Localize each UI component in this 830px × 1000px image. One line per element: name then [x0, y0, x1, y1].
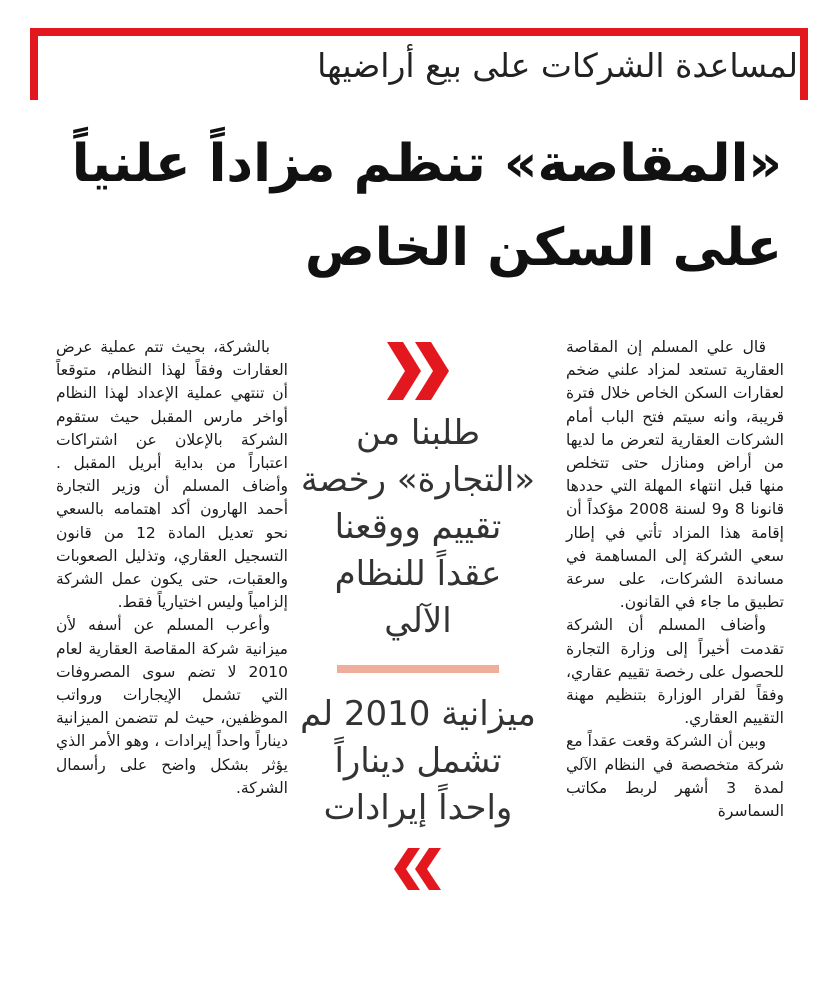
pull-quote-2: ميزانية 2010 لم تشمل ديناراً واحداً إيرادات — [300, 694, 536, 828]
paragraph: وبين أن الشركة وقعت عقداً مع شركة متخصصة في النظام الآلي لمدة 3 أشهر لربط مكاتب السماسرة — [566, 732, 784, 821]
paragraph: بالشركة، بحيث تتم عملية عرض العقارات وفقاً لهذا النظام، متوقعاً أن تنتهي عملية الإعداد لهذا النظام أواخر مارس المقبل حيث ستقوم الشركة بالإعلان عن اشتراكات اعتباراً من بداية أبريل المقبل . وأضاف المسلم أن وزير التجارة أحمد الهارون أكد اهتمامه بالسعي نحو تعديل المادة 12 من قانون التسجيل العقاري، وتذليل الصعوبات والعقبات، حتى يكون عمل الشركة إلزامياً وليس اختيارياً فقط. — [56, 338, 289, 612]
headline: «المقاصة» تنظم مزاداً علنياً على السكن الخاص — [71, 134, 782, 278]
paragraph: قال علي المسلم إن المقاصة العقارية تستعد لمزاد علني ضخم لعقارات السكن الخاص خلال فترة قريبة، وانه سيتم فتح الباب أمام الشركات العقارية لتعرض ما لديها من أراض ومنازل حتى تتخلص منها قبل انتهاء المهلة التي حددها قانونا 8 و9 لسنة 2008 مؤكداً أن إقامة هذا المزاد تأتي في إطار سعي الشركة إلى المساهمة في مساندة الشركات، على سرعة تطبيق ما جاء في القانون. — [566, 338, 784, 612]
guillemet-left-icon — [393, 846, 443, 892]
paragraph: وأضاف المسلم أن الشركة تقدمت أخيراً إلى وزارة التجارة للحصول على رخصة تقييم عقاري، وفقاً لقرار الوزارة بتنظيم مهنة التقييم العقاري. — [566, 616, 784, 728]
guillemet-right-icon — [385, 340, 451, 402]
article-column-right — [566, 336, 784, 823]
kicker: لمساعدة الشركات على بيع أراضيها — [317, 46, 798, 85]
divider — [337, 665, 499, 673]
paragraph: وأعرب المسلم عن أسفه لأن ميزانية شركة المقاصة العقارية لعام 2010 لا تضم سوى المصروفات التي تشمل الإيجارات ورواتب الموظفين، حيث لم تتضمن الميزانية ديناراً واحداً إيرادات ، وهو الأمر الذي يؤثر بشكل واضح على رأسمال الشركة. — [56, 616, 288, 797]
article-column-left — [56, 336, 288, 800]
pull-quote-1: طلبنا من «التجارة» رخصة تقييم ووقعنا عقداً للنظام الآلي — [300, 413, 536, 641]
pull-quote-box — [300, 340, 536, 892]
